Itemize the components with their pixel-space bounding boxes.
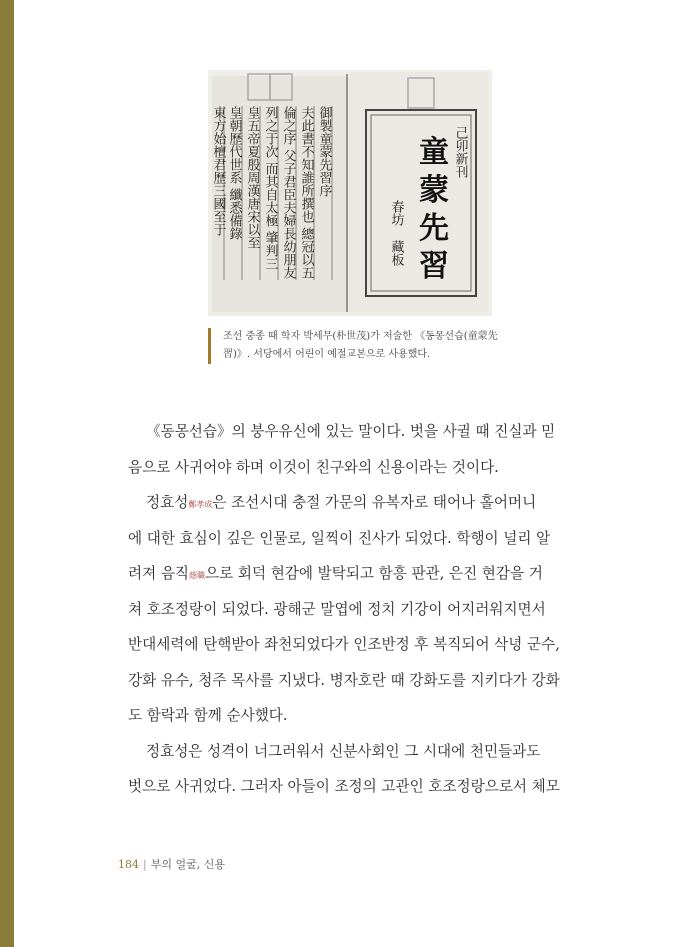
paragraph-line: 에 대한 효심이 깊은 인물로, 일찍이 진사가 되었다. 학행이 널리 알: [128, 529, 551, 547]
text-run: 정효성: [146, 494, 189, 511]
text-run: 으로 회덕 현감에 발탁되고 함흥 판관, 은진 현감을 거: [205, 565, 543, 582]
book-publisher-right: 藏板: [388, 240, 404, 266]
left-page-column: 東方始檀君歷三國至于: [210, 106, 226, 236]
book-top-label: 己卯新刊: [452, 126, 468, 178]
hanja-annotation: 蔭職: [189, 571, 206, 580]
paragraph-line: 반대세력에 탄핵받아 좌천되었다가 인조반정 후 복직되어 삭녕 군수,: [128, 636, 560, 653]
paragraph-line: 도 함락과 함께 순사했다.: [128, 707, 288, 724]
left-page-column: 皇朝歷代世系 纖悉備錄: [226, 106, 242, 241]
book-title-char: 習: [419, 249, 449, 284]
text-run: 은 조선시대 충절 가문의 유복자로 태어나 홀어머니: [212, 494, 537, 511]
book-spine-bar: [0, 0, 14, 947]
paragraph-line: 음으로 사귀어야 하며 이것이 친구와의 신용이라는 것이다.: [128, 458, 499, 476]
hanja-annotation: 鄭孝成: [188, 500, 213, 509]
left-page-column: 倫之序 父子君臣夫婦長幼朋友: [280, 106, 296, 280]
paragraph-line: 정효성은 성격이 너그러워서 신분사회인 그 시대에 천민들과도: [146, 742, 541, 760]
paragraph-line: 《동몽선습》의 붕우유신에 있는 말이다. 벗을 사귈 때 진실과 믿: [146, 423, 556, 440]
left-page-column: 御製童蒙先習序: [316, 106, 332, 197]
left-page-column: 列之于次 而其自太極 肇判三: [262, 106, 278, 271]
paragraph-line: 강화 유수, 청주 목사를 지냈다. 병자호란 때 강화도를 지키다가 강화: [128, 671, 560, 689]
text-run: 려져 음직: [128, 565, 190, 582]
caption-line: 조선 중종 때 학자 박세무(朴世茂)가 저술한 《동몽선습(童蒙先: [223, 331, 498, 342]
caption-line: 習)》. 서당에서 어린이 예절교본으로 사용했다.: [223, 349, 431, 360]
paragraph-line: [128, 556, 580, 592]
book-title-char: 蒙: [419, 173, 449, 208]
figure-caption: [208, 328, 513, 364]
left-page-column: 夫此書不知誰所撰也 總冠以五: [298, 106, 314, 280]
paragraph-line: 쳐 호조정랑이 되었다. 광해군 말엽에 정치 기강이 어지러워지면서: [128, 600, 546, 618]
book-title-char: 先: [419, 211, 449, 246]
page-footer: [118, 856, 225, 872]
book-title-char: 童: [419, 135, 449, 170]
paragraph-line: [128, 485, 580, 521]
left-page-column: 皇五帝夏殷周漢唐宋以至: [244, 106, 260, 249]
footer-separator: |: [143, 858, 147, 871]
body-text: [128, 414, 580, 805]
footer-book-title: 부의 얼굴, 신용: [150, 858, 225, 871]
paragraph-line: 벗으로 사귀었다. 그러자 아들이 조정의 고관인 호조정랑으로서 체모: [128, 778, 560, 795]
book-publisher-left: 春坊: [388, 200, 404, 226]
page-number: 184: [118, 858, 139, 871]
book-photo: [208, 70, 492, 316]
